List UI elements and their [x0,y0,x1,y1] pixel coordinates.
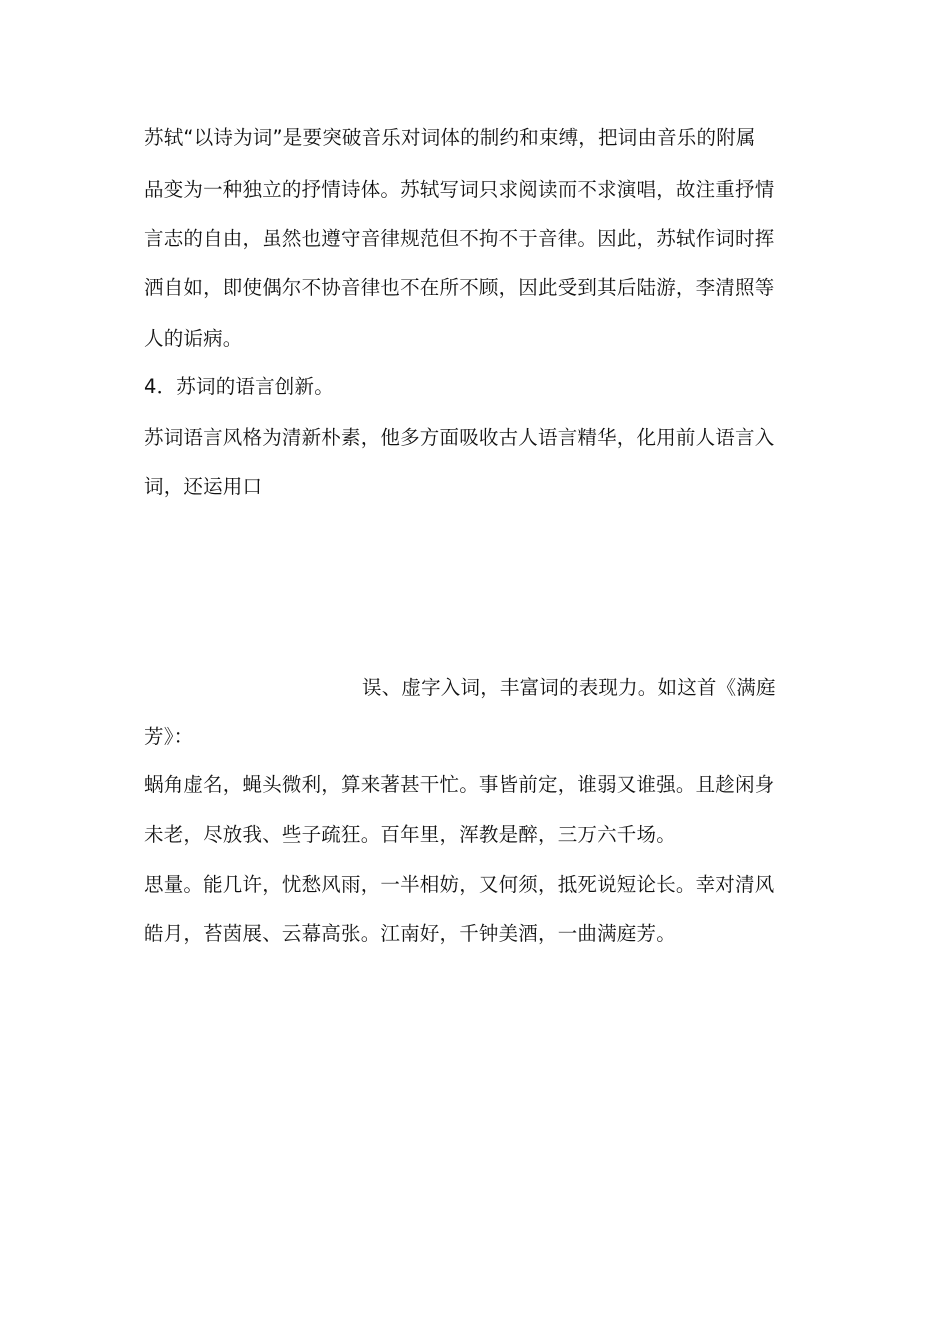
paragraph-line: 苏轼“以诗为词”是要突破音乐对词体的制约和束缚，把词由音乐的附属 [144,126,756,149]
poem-line: 思量。能几许，忧愁风雨，一半相妨，又何须，抵死说短论长。幸对清风 [144,873,775,896]
paragraph-line: 误、虚字入词，丰富词的表现力。如这首《满庭 [362,676,776,699]
paragraph-line: 苏词语言风格为清新朴素，他多方面吸收古人语言精华，化用前人语言入 [144,426,775,449]
paragraph-line: 芳》： [144,725,194,748]
poem-line: 未老，尽放我、些子疏狂。百年里，浑教是醉，三万六千场。 [144,823,676,846]
poem-line: 蜗角虚名，蝇头微利，算来著甚干忙。事皆前定，谁弱又谁强。且趁闲身 [144,773,775,796]
paragraph-line: 词，还运用口 [144,475,263,498]
section-heading: 4．苏词的语言创新。 [144,375,334,398]
poem-line: 皓月，苔茵展、云幕高张。江南好，千钟美酒，一曲满庭芳。 [144,922,676,945]
paragraph-line: 品变为一种独立的抒情诗体。苏轼写词只求阅读而不求演唱，故注重抒情 [144,178,775,201]
paragraph-line: 人的诟病。 [144,327,243,350]
paragraph-line: 洒自如，即使偶尔不协音律也不在所不顾，因此受到其后陆游，李清照等 [144,276,775,299]
paragraph-line: 言志的自由，虽然也遵守音律规范但不拘不于音律。因此，苏轼作词时挥 [144,227,775,250]
